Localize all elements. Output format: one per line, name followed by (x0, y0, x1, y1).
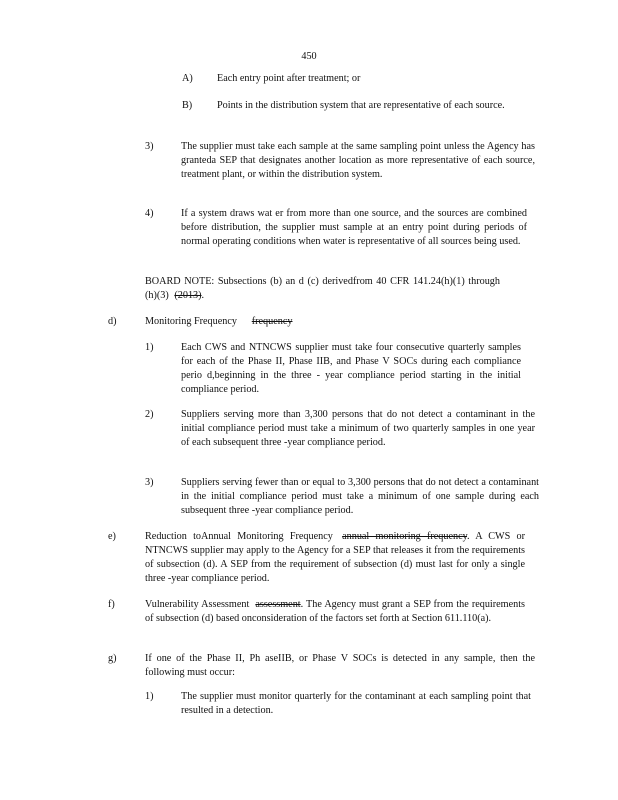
section-heading (145, 315, 445, 329)
item-text: Suppliers serving fewer than or equal to 3,300 persons that do not detect a contaminant in the initial compliance period must take a minimum of one sample during each subsequent three -year compliance period. (181, 477, 539, 516)
section-text-a: Vulnerability Assessment (145, 599, 250, 610)
board-note-struck: (2013) (174, 290, 202, 301)
section-heading-text: Monitoring Frequency (145, 316, 237, 327)
section-label: g) (108, 653, 117, 664)
item-label: 2) (145, 409, 154, 420)
item-text: Points in the distribution system that are representative of each source. (217, 100, 505, 111)
board-note-trail: . (201, 290, 205, 301)
section-text: If one of the Phase II, Ph aseIIB, or Phase V SOCs is detected in any sample, then the following must occur: (145, 653, 535, 678)
board-note-text (145, 275, 500, 303)
item-label: 3) (145, 141, 154, 152)
section-text-struck: assessment (255, 599, 301, 610)
section-label: d) (108, 316, 117, 327)
item-text: If a system draws wat er from more than one source, and the sources are combined before distribution, the supplier must sample at an entry point during periods of normal operating conditions when water is representative of all sources being used. (181, 208, 527, 247)
section-text (145, 598, 525, 626)
page-number: 450 (301, 51, 317, 62)
section-heading-struck: frequency (251, 316, 293, 327)
board-note-main: BOARD NOTE: Subsections (b) an d (c) derivedfrom 40 CFR 141.24(h)(1) through (h)(3) (145, 276, 500, 301)
item-label: 1) (145, 342, 154, 353)
section-text-a: Reduction toAnnual Monitoring Frequency (145, 531, 333, 542)
section-label: f) (108, 599, 115, 610)
item-label: 3) (145, 477, 154, 488)
item-text: Each entry point after treatment; or (217, 73, 361, 84)
item-label: A) (182, 73, 193, 84)
section-label: e) (108, 531, 116, 542)
item-text: Suppliers serving more than 3,300 persons that do not detect a contaminant in the initial compliance period must take a minimum of two quarterly samples in one year of each subsequent three -year compliance period. (181, 409, 535, 448)
item-text: The supplier must take each sample at the same sampling point unless the Agency has granteda SEP that designates another location as more representative of each source, treatment plant, or within the distribution system. (181, 141, 535, 180)
item-label: B) (182, 100, 193, 111)
item-label: 4) (145, 208, 154, 219)
section-text-struck: annual monitoring frequency (342, 531, 468, 542)
section-text-b: . A CWS or NTNCWS supplier may apply to the Agency for a SEP that releases it from the requirements of subsection (d). A SEP from the requirement of subsection (d) must last for only a single three -year compliance period. (145, 531, 526, 584)
item-label: 1) (145, 691, 154, 702)
section-text (145, 530, 525, 586)
item-text: Each CWS and NTNCWS supplier must take four consecutive quarterly samples for each of the Phase II, Phase IIB, and Phase V SOCs during each compliance perio d,beginning in the three - year compliance period starting in the initial compliance period. (181, 342, 521, 395)
section-text-b: . The Agency must grant a SEP from the requirements of subsection (d) based onconsideration of the factors set forth at Section 611.110(a). (145, 599, 525, 624)
item-text: The supplier must monitor quarterly for the contaminant at each sampling point that resulted in a detection. (181, 691, 531, 716)
